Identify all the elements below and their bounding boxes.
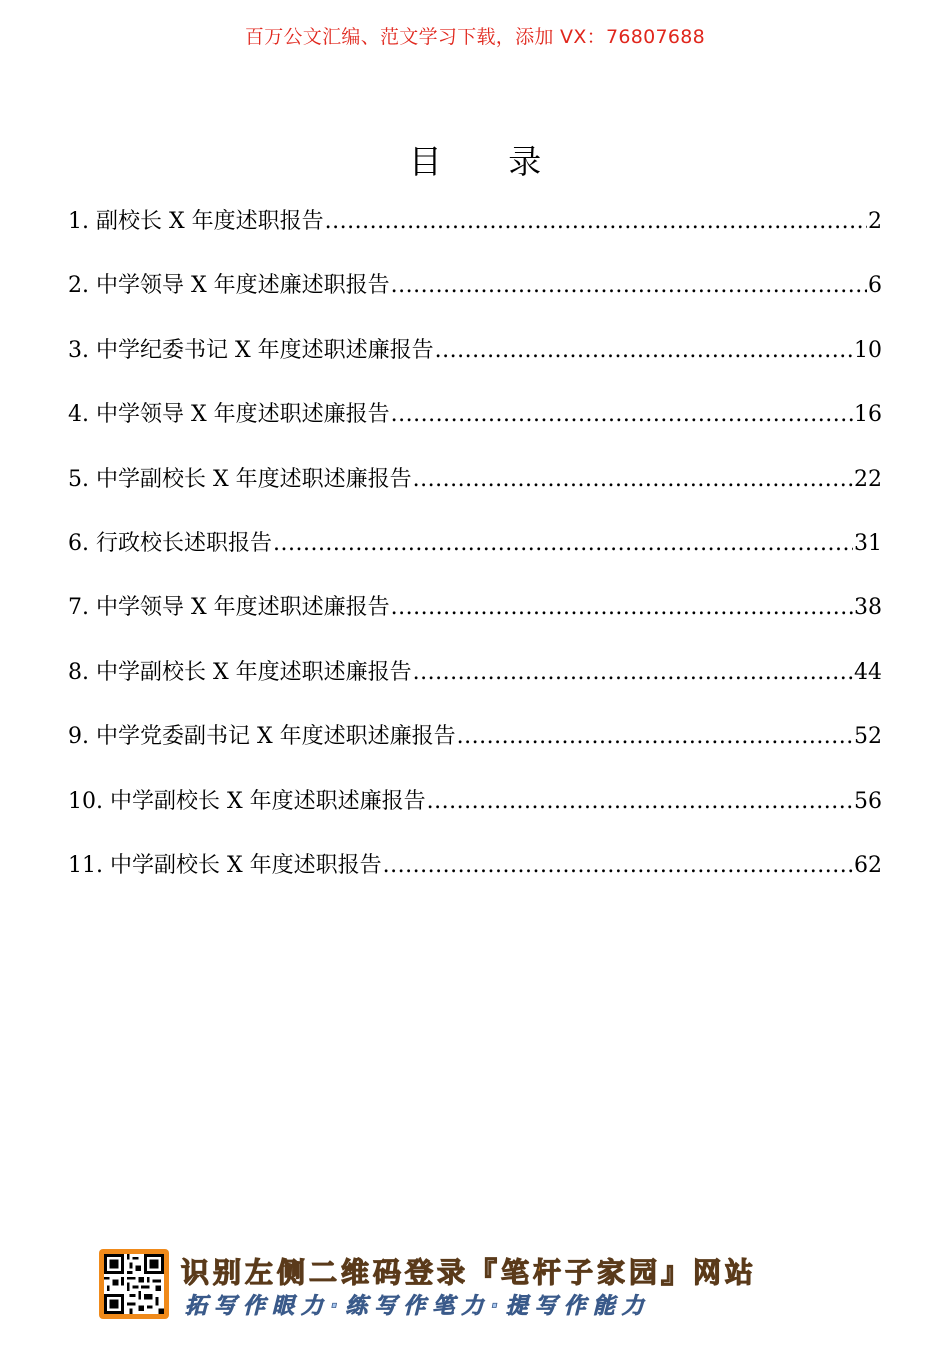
toc-entry-label: 9. 中学党委副书记 X 年度述职述廉报告	[68, 724, 456, 750]
toc-leader-dots	[391, 396, 853, 434]
toc-entry[interactable]	[68, 525, 882, 589]
toc-leader-dots	[457, 718, 853, 756]
toc-entry-label: 5. 中学副校长 X 年度述职述廉报告	[68, 466, 412, 492]
toc-entry[interactable]	[68, 783, 882, 847]
footer-banner[interactable]	[99, 1249, 851, 1321]
toc-entry[interactable]	[68, 718, 882, 782]
banner-slogan: 拓写作眼力·练写作笔力·提写作能力	[185, 1294, 651, 1319]
toc-leader-dots	[413, 654, 853, 692]
toc-entry-label: 1. 副校长 X 年度述职报告	[68, 209, 324, 234]
toc-leader-dots	[413, 461, 853, 499]
toc-leader-dots	[391, 267, 867, 305]
toc-entry-label: 10. 中学副校长 X 年度述职述廉报告	[68, 788, 426, 814]
toc-entry-page: 10	[854, 337, 882, 363]
toc-entry-page: 6	[868, 273, 882, 299]
toc-entry-page: 31	[854, 530, 882, 556]
header-ad-text: 百万公文汇编、范文学习下载，添加 VX：76807688	[244, 26, 706, 48]
toc-entry-label: 4. 中学领导 X 年度述职述廉报告	[68, 402, 390, 428]
toc-entry-page: 52	[854, 724, 882, 750]
toc-entry-page: 56	[854, 788, 882, 814]
toc-leader-dots	[383, 847, 853, 885]
qr-code-graphic	[104, 1254, 164, 1314]
toc-entry-page: 16	[854, 402, 882, 428]
toc-leader-dots	[391, 589, 853, 627]
toc-leader-dots	[273, 525, 853, 563]
qr-code-icon[interactable]	[99, 1249, 169, 1319]
toc-entry-page: 2	[868, 209, 882, 234]
toc-entry[interactable]	[68, 589, 882, 653]
banner-headline: 识别左侧二维码登录『笔杆子家园』网站	[181, 1256, 758, 1289]
toc-entry-label: 7. 中学领导 X 年度述职述廉报告	[68, 595, 390, 621]
toc-entry[interactable]	[68, 654, 882, 718]
toc-entry[interactable]	[68, 461, 882, 525]
toc-entry-page: 38	[854, 595, 882, 621]
toc-entry[interactable]	[68, 332, 882, 396]
toc-list	[68, 203, 882, 911]
toc-title: 目 录	[408, 142, 570, 181]
toc-entry[interactable]	[68, 396, 882, 460]
toc-entry[interactable]	[68, 267, 882, 331]
toc-entry-label: 8. 中学副校长 X 年度述职述廉报告	[68, 659, 412, 685]
toc-entry-label: 6. 行政校长述职报告	[68, 530, 272, 556]
toc-entry-page: 44	[854, 659, 882, 685]
toc-leader-dots	[427, 783, 853, 821]
toc-entry-label: 2. 中学领导 X 年度述廉述职报告	[68, 273, 390, 299]
toc-entry-label: 3. 中学纪委书记 X 年度述职述廉报告	[68, 337, 434, 363]
toc-entry-page: 62	[854, 852, 882, 878]
toc-leader-dots	[325, 203, 867, 241]
toc-entry-label: 11. 中学副校长 X 年度述职报告	[68, 852, 382, 878]
toc-entry[interactable]	[68, 203, 882, 267]
toc-entry-page: 22	[854, 466, 882, 492]
toc-leader-dots	[435, 332, 853, 370]
toc-entry[interactable]	[68, 847, 882, 911]
